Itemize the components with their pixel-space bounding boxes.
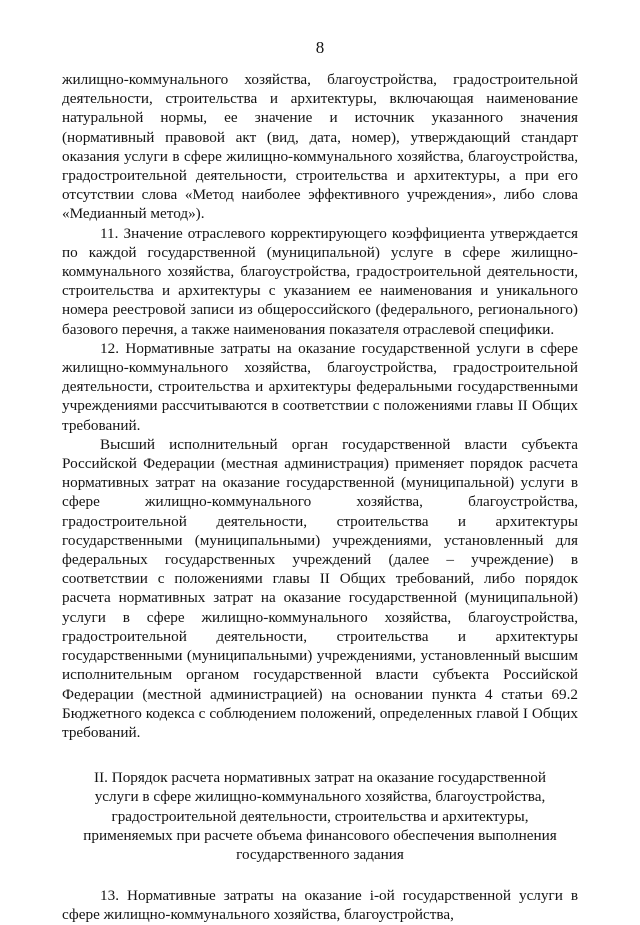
paragraph-12: 12. Нормативные затраты на оказание государственной услуги в сфере жилищно-коммунального хозяйства, благоустройства, градостроительной деятельности, строительства и архитектуры федеральными государственными учреждениями рассчитываются в соответствии с положениями главы II Общих требований. (62, 339, 578, 434)
section-heading: II. Порядок расчета нормативных затрат на оказание государственной услуги в сфере жилищно-коммунального хозяйства, благоустройства, градостроительной деятельности, строительства и архитектуры, применяемых при расчете объема финансового обеспечения выполнения государственного задания (83, 769, 557, 863)
paragraph-continuation: жилищно-коммунального хозяйства, благоустройства, градостроительной деятельности, строительства и архитектуры, включающая наименование натуральной нормы, ее значение и источник указанного значения (нормативный правовой акт (вид, дата, номер), утверждающий стандарт оказания услуги в сфере жилищно-коммунального хозяйства, благоустройства, градостроительной деятельности, строительства и архитектуры, а при его отсутствии слова «Метод наиболее эффективного учреждения», либо слова «Медианный метод»). (62, 71, 578, 223)
paragraph-11: 11. Значение отраслевого корректирующего коэффициента утверждается по каждой государственной (муниципальной) услуге в сфере жилищно-коммунального хозяйства, благоустройства, градостроительной деятельности, строительства и архитектуры с указанием ее наименования и уникального номера реестровой записи из общероссийского (федерального, регионального) базового перечня, а также наименования показателя отраслевой специфики. (62, 224, 578, 338)
paragraph-regional-authority: Высший исполнительный орган государственной власти субъекта Российской Федерации (местная администрация) применяет порядок расчета нормативных затрат на оказание государственной (муниципальной) услуги в сфере жилищно-коммунального хозяйства, благоустройства, градостроительной деятельности, строительства и архитектуры государственными (муниципальными) учреждениями, установленный для федеральных государственных учреждений (далее – учреждение) в соответствии с положениями главы II Общих требований, либо порядок расчета нормативных затрат на оказание государственной (муниципальной) услуги в сфере жилищно-коммунального хозяйства, благоустройства, градостроительной деятельности, строительства и архитектуры государственными (муниципальными) учреждениями, установленный высшим исполнительным органом государственной власти субъекта Российской Федерации (местной администрацией) на основании пункта 4 статьи 69.2 Бюджетного кодекса с соблюдением положений, определенных главой I Общих требований. (62, 435, 578, 741)
page-number: 8 (315, 38, 325, 57)
document-body (62, 70, 578, 925)
paragraph-13: 13. Нормативные затраты на оказание i-ой государственной услуги в сфере жилищно-коммунального хозяйства, благоустройства, (62, 887, 578, 924)
